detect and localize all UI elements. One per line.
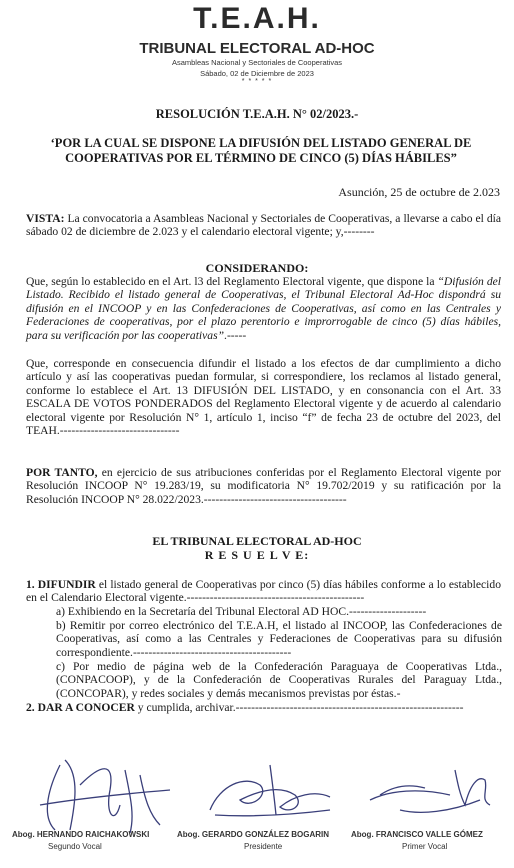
- signature-raichakowski: [20, 745, 180, 840]
- article-1-text: el listado general de Cooperativas por cinco (5) días hábiles conforme a lo establecido en el Calendario Electoral vigente.----------------------------------------------: [26, 578, 501, 605]
- considerando-p1-intro: Que, según lo establecido en el Art. l3 del Reglamento Electoral vigente, que dispone la: [26, 275, 438, 288]
- resuelve-heading: R E S U E L V E:: [204, 548, 310, 562]
- article-1-label: 1. DIFUNDIR: [26, 578, 96, 591]
- portanto-text: en ejercicio de sus atribuciones conferidas por el Reglamento Electoral vigente por Resolución INCOOP N° 19.283/19, su modificatoria N° 19.702/2019 y su ratificación por la Resolución INCOOP N° 28.022/2023.-------------------------------------: [26, 466, 501, 506]
- signature-role-3: Primer Vocal: [402, 842, 448, 851]
- header-title: TRIBUNAL ELECTORAL AD-HOC: [139, 40, 375, 57]
- signature-name-3: Abog. FRANCISCO VALLE GÓMEZ: [351, 830, 483, 839]
- header-subtitle: Asambleas Nacional y Sectoriales de Cooperativas: [171, 58, 343, 67]
- article-2-label: 2. DAR A CONOCER: [26, 701, 135, 714]
- considerando-paragraph-1: [26, 275, 501, 342]
- signature-gonzalez: [200, 755, 340, 835]
- portanto-paragraph: [26, 466, 501, 506]
- article-2-text: y cumplida, archivar.-----------------------------------------------------------: [134, 701, 464, 714]
- article-2: [26, 701, 501, 714]
- article-1-item-b: b) Remitir por correo electrónico del T.E.A.H, el listado al INCOOP, las Confederaciones de Cooperativas, así como a las Centrales y Federaciones de Cooperativas para su difusión correspondiente.-----------------------------------------: [56, 619, 502, 659]
- vista-label: VISTA:: [26, 212, 65, 225]
- portanto-label: POR TANTO,: [26, 466, 98, 479]
- resolution-number: RESOLUCIÓN T.E.A.H. N° 02/2023.-: [155, 107, 359, 121]
- signature-name-1: Abog. HERNANDO RAICHAKOWSKI: [12, 830, 150, 839]
- considerando-heading: CONSIDERANDO:: [205, 261, 309, 275]
- signature-role-1: Segundo Vocal: [48, 842, 102, 851]
- considerando-paragraph-2: Que, corresponde en consecuencia difundir el listado a los efectos de dar cumplimiento a dicho artículo y así las cooperativas puedan formular, si correspondiere, los reclamos al listado general, conforme lo establece el Art. 13 DIFUSIÓN DEL LISTADO, y en consonancia con el Art. 33 ESCALA DE VOTOS PONDERADOS del Reglamento Electoral vigente y de acuerdo al calendario electoral vigente por Resolución N° 1, artículo 1, inciso “f” de fecha 23 de octubre del 2023, del TEAH.-------------------------------: [26, 357, 501, 438]
- header-stars: * * * * *: [241, 78, 273, 85]
- signature-valle: [360, 750, 500, 830]
- tribunal-heading: EL TRIBUNAL ELECTORAL AD-HOC: [152, 534, 362, 548]
- considerando-p1-quote: “Difusión del Listado. Recibido el listado general de Cooperativas, el Tribunal Electoral Ad-Hoc dispondrá su difusión en el INCOOP y en las Confederaciones de Cooperativas, así como en las Centrales y Federaciones de cooperativas, por el plazo perentorio e improrrogable de cinco (5) días hábiles, para su verificación por las cooperativas”: [26, 275, 502, 342]
- header-logo: T.E.A.H.: [193, 2, 321, 35]
- article-1-item-a: a) Exhibiendo en la Secretaría del Tribunal Electoral AD HOC.--------------------: [56, 605, 427, 618]
- place-date: Asunción, 25 de octubre de 2.023: [338, 185, 500, 199]
- vista-paragraph: [26, 212, 501, 239]
- resolution-title: ‘POR LA CUAL SE DISPONE LA DIFUSIÓN DEL LISTADO GENERAL DE COOPERATIVAS POR EL TÉRMINO DE CINCO (5) DÍAS HÁBILES”: [50, 136, 472, 165]
- vista-text: La convocatoria a Asambleas Nacional y Sectoriales de Cooperativas, a llevarse a cabo el día sábado 02 de diciembre de 2.023 y el calendario electoral vigente; y,--------: [26, 212, 501, 239]
- article-1: [26, 578, 501, 605]
- considerando-p1-end: .-----: [224, 328, 247, 342]
- signature-name-2: Abog. GERARDO GONZÁLEZ BOGARIN: [177, 830, 329, 839]
- header-date: Sábado, 02 de Diciembre de 2023: [200, 69, 314, 78]
- article-1-item-c: c) Por medio de página web de la Confederación Paraguaya de Cooperativas Ltda., (CONPACOOP), y de la Confederación de Cooperativas Rurales del Paraguay Ltda., (CONCOPAR), y redes sociales y demás mecanismos previstas por éstas.-: [56, 660, 502, 700]
- signature-role-2: Presidente: [244, 842, 283, 851]
